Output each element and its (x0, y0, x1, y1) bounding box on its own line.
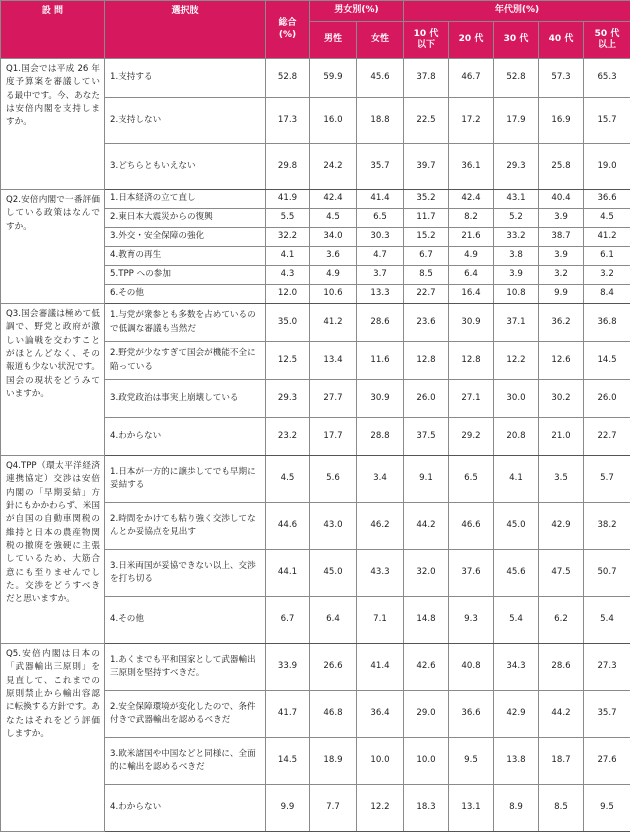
percent-cell: 4.7 (357, 247, 404, 266)
question-label: Q5.安倍内閣は日本の「武器輸出三原則」を見直して、これまでの原則禁止から輸出容認に転換する方針です。あなたはそれをどう評価しますか。 (6, 648, 100, 741)
percent-cell: 45.6 (494, 550, 539, 597)
percent-cell: 3.8 (494, 247, 539, 266)
percent-cell: 42.4 (449, 190, 494, 209)
percent-cell: 8.2 (449, 209, 494, 228)
choice-label: 5.TPP への参加 (105, 266, 266, 285)
percent-cell: 17.3 (266, 98, 310, 144)
choice-label: 1.日本経済の立て直し (105, 190, 266, 209)
percent-cell: 6.7 (266, 597, 310, 644)
percent-cell: 5.7 (584, 456, 630, 503)
choice-label: 3.欧米諸国や中国などと同様に、全面的に輸出を認めるべきだ (105, 738, 266, 785)
question-label: Q4.TPP（環太平洋経済連携協定）交渉は安倍内閣の「早期妥結」方針にもかかわらず、米国が自国の自動車関税の維持と日本の農産物関税の撤廃を強硬に主張しているため、大筋合意にも至りませんでした。交渉をどうすべきだと思いますか。 (6, 460, 100, 606)
percent-cell: 33.2 (494, 228, 539, 247)
choice-label: 2.東日本大震災からの復興 (105, 209, 266, 228)
percent-cell: 8.9 (494, 785, 539, 832)
percent-cell: 28.6 (357, 304, 404, 342)
percent-cell: 26.0 (404, 380, 449, 418)
choice-label: 1.日本が一方的に譲歩してでも早期に妥結する (105, 456, 266, 503)
percent-cell: 26.0 (584, 380, 630, 418)
choice-label: 2.野党が少なすぎて国会が機能不全に陥っている (105, 342, 266, 380)
percent-cell: 15.7 (584, 98, 630, 144)
choice-label: 3.政党政治は事実上崩壊している (105, 380, 266, 418)
choice-label: 4.その他 (105, 597, 266, 644)
percent-cell: 27.3 (584, 644, 630, 691)
percent-cell: 4.1 (494, 456, 539, 503)
percent-cell: 6.5 (449, 456, 494, 503)
percent-cell: 46.8 (310, 691, 357, 738)
percent-cell: 41.2 (310, 304, 357, 342)
percent-cell: 11.7 (404, 209, 449, 228)
question-text (1, 59, 105, 190)
percent-cell: 17.7 (310, 418, 357, 456)
percent-cell: 9.1 (404, 456, 449, 503)
percent-cell: 4.9 (449, 247, 494, 266)
percent-cell: 13.1 (449, 785, 494, 832)
percent-cell: 65.3 (584, 59, 630, 98)
percent-cell: 41.2 (584, 228, 630, 247)
percent-cell: 37.5 (404, 418, 449, 456)
percent-cell: 9.9 (266, 785, 310, 832)
percent-cell: 46.7 (449, 59, 494, 98)
percent-cell: 41.4 (357, 190, 404, 209)
percent-cell: 13.3 (357, 285, 404, 304)
percent-cell: 5.4 (584, 597, 630, 644)
percent-cell: 36.1 (449, 144, 494, 190)
percent-cell: 4.5 (584, 209, 630, 228)
percent-cell: 3.9 (539, 209, 584, 228)
percent-cell: 4.5 (266, 456, 310, 503)
choice-label: 2.時間をかけても粘り強く交渉してなんとか妥協点を見出す (105, 503, 266, 550)
header-sub: 40 代 (539, 22, 584, 59)
percent-cell: 10.0 (404, 738, 449, 785)
choice-label: 4.わからない (105, 418, 266, 456)
question-text (1, 304, 105, 456)
percent-cell: 40.8 (449, 644, 494, 691)
choice-label: 4.わからない (105, 785, 266, 832)
question-text (1, 644, 105, 832)
percent-cell: 16.4 (449, 285, 494, 304)
percent-cell: 45.6 (357, 59, 404, 98)
choice-label: 3.どちらともいえない (105, 144, 266, 190)
percent-cell: 11.6 (357, 342, 404, 380)
percent-cell: 9.5 (584, 785, 630, 832)
percent-cell: 42.6 (404, 644, 449, 691)
percent-cell: 42.9 (539, 503, 584, 550)
percent-cell: 14.5 (584, 342, 630, 380)
percent-cell: 23.6 (404, 304, 449, 342)
percent-cell: 12.8 (449, 342, 494, 380)
percent-cell: 21.0 (539, 418, 584, 456)
percent-cell: 7.7 (310, 785, 357, 832)
percent-cell: 14.8 (404, 597, 449, 644)
table-row (1, 456, 630, 503)
percent-cell: 36.2 (539, 304, 584, 342)
percent-cell: 42.4 (310, 190, 357, 209)
percent-cell: 36.6 (584, 190, 630, 209)
table-header (1, 1, 630, 59)
percent-cell: 3.6 (310, 247, 357, 266)
percent-cell: 30.0 (494, 380, 539, 418)
percent-cell: 36.8 (584, 304, 630, 342)
percent-cell: 36.4 (357, 691, 404, 738)
percent-cell: 19.0 (584, 144, 630, 190)
percent-cell: 57.3 (539, 59, 584, 98)
percent-cell: 12.2 (494, 342, 539, 380)
choice-label: 2.支持しない (105, 98, 266, 144)
percent-cell: 22.7 (584, 418, 630, 456)
percent-cell: 44.2 (404, 503, 449, 550)
percent-cell: 47.5 (539, 550, 584, 597)
table-row (1, 304, 630, 342)
percent-cell: 10.6 (310, 285, 357, 304)
percent-cell: 29.2 (449, 418, 494, 456)
percent-cell: 17.2 (449, 98, 494, 144)
percent-cell: 45.0 (310, 550, 357, 597)
percent-cell: 37.8 (404, 59, 449, 98)
percent-cell: 46.6 (449, 503, 494, 550)
percent-cell: 23.2 (266, 418, 310, 456)
choice-label: 1.あくまでも平和国家として武器輸出三原則を堅持すべきだ。 (105, 644, 266, 691)
percent-cell: 3.9 (539, 247, 584, 266)
percent-cell: 38.7 (539, 228, 584, 247)
percent-cell: 4.9 (310, 266, 357, 285)
percent-cell: 3.5 (539, 456, 584, 503)
percent-cell: 6.5 (357, 209, 404, 228)
choice-label: 3.日米両国が妥協できない以上、交渉を打ち切る (105, 550, 266, 597)
percent-cell: 44.2 (539, 691, 584, 738)
percent-cell: 27.7 (310, 380, 357, 418)
percent-cell: 6.7 (404, 247, 449, 266)
percent-cell: 45.0 (494, 503, 539, 550)
percent-cell: 33.9 (266, 644, 310, 691)
choice-label: 4.教育の再生 (105, 247, 266, 266)
percent-cell: 36.6 (449, 691, 494, 738)
percent-cell: 34.3 (494, 644, 539, 691)
percent-cell: 34.0 (310, 228, 357, 247)
percent-cell: 24.2 (310, 144, 357, 190)
header-age: 年代別(%) (404, 1, 630, 22)
percent-cell: 3.2 (584, 266, 630, 285)
percent-cell: 6.2 (539, 597, 584, 644)
percent-cell: 32.2 (266, 228, 310, 247)
header-sub: 20 代 (449, 22, 494, 59)
percent-cell: 28.8 (357, 418, 404, 456)
percent-cell: 22.5 (404, 98, 449, 144)
percent-cell: 8.4 (584, 285, 630, 304)
percent-cell: 42.9 (494, 691, 539, 738)
percent-cell: 39.7 (404, 144, 449, 190)
percent-cell: 30.9 (449, 304, 494, 342)
header-choice: 選択肢 (105, 1, 266, 59)
percent-cell: 50.7 (584, 550, 630, 597)
percent-cell: 18.7 (539, 738, 584, 785)
percent-cell: 35.7 (584, 691, 630, 738)
percent-cell: 12.0 (266, 285, 310, 304)
percent-cell: 12.2 (357, 785, 404, 832)
percent-cell: 12.5 (266, 342, 310, 380)
percent-cell: 41.4 (357, 644, 404, 691)
table-body (1, 59, 630, 832)
percent-cell: 30.2 (539, 380, 584, 418)
percent-cell: 30.3 (357, 228, 404, 247)
percent-cell: 37.1 (494, 304, 539, 342)
percent-cell: 46.2 (357, 503, 404, 550)
percent-cell: 8.5 (404, 266, 449, 285)
header-sub: 10 代 以下 (404, 22, 449, 59)
percent-cell: 4.3 (266, 266, 310, 285)
percent-cell: 35.2 (404, 190, 449, 209)
percent-cell: 6.1 (584, 247, 630, 266)
percent-cell: 12.8 (404, 342, 449, 380)
percent-cell: 28.6 (539, 644, 584, 691)
percent-cell: 5.4 (494, 597, 539, 644)
percent-cell: 10.0 (357, 738, 404, 785)
percent-cell: 52.8 (266, 59, 310, 98)
header-total: 総合 (%) (266, 1, 310, 59)
percent-cell: 5.5 (266, 209, 310, 228)
percent-cell: 3.7 (357, 266, 404, 285)
choice-label: 6.その他 (105, 285, 266, 304)
percent-cell: 4.1 (266, 247, 310, 266)
percent-cell: 37.6 (449, 550, 494, 597)
percent-cell: 40.4 (539, 190, 584, 209)
choice-label: 3.外交・安全保障の強化 (105, 228, 266, 247)
percent-cell: 9.5 (449, 738, 494, 785)
percent-cell: 22.7 (404, 285, 449, 304)
percent-cell: 35.0 (266, 304, 310, 342)
percent-cell: 10.8 (494, 285, 539, 304)
percent-cell: 44.6 (266, 503, 310, 550)
choice-label: 1.与党が衆参とも多数を占めているので低調な審議も当然だ (105, 304, 266, 342)
header-sub: 男性 (310, 22, 357, 59)
question-text (1, 190, 105, 304)
percent-cell: 30.9 (357, 380, 404, 418)
question-label: Q1.国会では平成 26 年度予算案を審議している最中です。今、あなたは安倍内閣を支持しますか。 (6, 63, 100, 130)
percent-cell: 35.7 (357, 144, 404, 190)
percent-cell: 20.8 (494, 418, 539, 456)
header-question: 設 問 (1, 1, 105, 59)
percent-cell: 15.2 (404, 228, 449, 247)
percent-cell: 3.4 (357, 456, 404, 503)
percent-cell: 8.5 (539, 785, 584, 832)
percent-cell: 5.2 (494, 209, 539, 228)
percent-cell: 9.3 (449, 597, 494, 644)
percent-cell: 14.5 (266, 738, 310, 785)
percent-cell: 3.9 (494, 266, 539, 285)
percent-cell: 52.8 (494, 59, 539, 98)
percent-cell: 38.2 (584, 503, 630, 550)
header-sub: 女性 (357, 22, 404, 59)
question-label: Q3.国会審議は極めて低調で、野党と政府が激しい論戦を交わすことがほとんどなく、その報道も少ない状況です。国会の現状をどうみていますか。 (6, 308, 100, 401)
percent-cell: 4.5 (310, 209, 357, 228)
percent-cell: 16.9 (539, 98, 584, 144)
percent-cell: 32.0 (404, 550, 449, 597)
percent-cell: 3.2 (539, 266, 584, 285)
percent-cell: 29.3 (266, 380, 310, 418)
percent-cell: 59.9 (310, 59, 357, 98)
percent-cell: 27.6 (584, 738, 630, 785)
percent-cell: 29.8 (266, 144, 310, 190)
choice-label: 2.安全保障環境が変化したので、条件付きで武器輸出を認めるべきだ (105, 691, 266, 738)
question-label: Q2.安倍内閣で一番評価している政策はなんですか。 (6, 194, 100, 234)
header-gender: 男女別(%) (310, 1, 404, 22)
percent-cell: 5.6 (310, 456, 357, 503)
percent-cell: 6.4 (449, 266, 494, 285)
percent-cell: 44.1 (266, 550, 310, 597)
header-sub: 50 代 以上 (584, 22, 630, 59)
percent-cell: 6.4 (310, 597, 357, 644)
percent-cell: 29.3 (494, 144, 539, 190)
percent-cell: 9.9 (539, 285, 584, 304)
percent-cell: 43.1 (494, 190, 539, 209)
percent-cell: 25.8 (539, 144, 584, 190)
percent-cell: 12.6 (539, 342, 584, 380)
percent-cell: 13.8 (494, 738, 539, 785)
percent-cell: 29.0 (404, 691, 449, 738)
percent-cell: 13.4 (310, 342, 357, 380)
question-text (1, 456, 105, 644)
percent-cell: 41.9 (266, 190, 310, 209)
percent-cell: 21.6 (449, 228, 494, 247)
table-row (1, 644, 630, 691)
percent-cell: 18.9 (310, 738, 357, 785)
percent-cell: 43.3 (357, 550, 404, 597)
percent-cell: 26.6 (310, 644, 357, 691)
percent-cell: 17.9 (494, 98, 539, 144)
table-row (1, 59, 630, 98)
percent-cell: 41.7 (266, 691, 310, 738)
percent-cell: 18.3 (404, 785, 449, 832)
percent-cell: 18.8 (357, 98, 404, 144)
percent-cell: 16.0 (310, 98, 357, 144)
choice-label: 1.支持する (105, 59, 266, 98)
percent-cell: 27.1 (449, 380, 494, 418)
table-row (1, 190, 630, 209)
percent-cell: 43.0 (310, 503, 357, 550)
percent-cell: 7.1 (357, 597, 404, 644)
header-sub: 30 代 (494, 22, 539, 59)
